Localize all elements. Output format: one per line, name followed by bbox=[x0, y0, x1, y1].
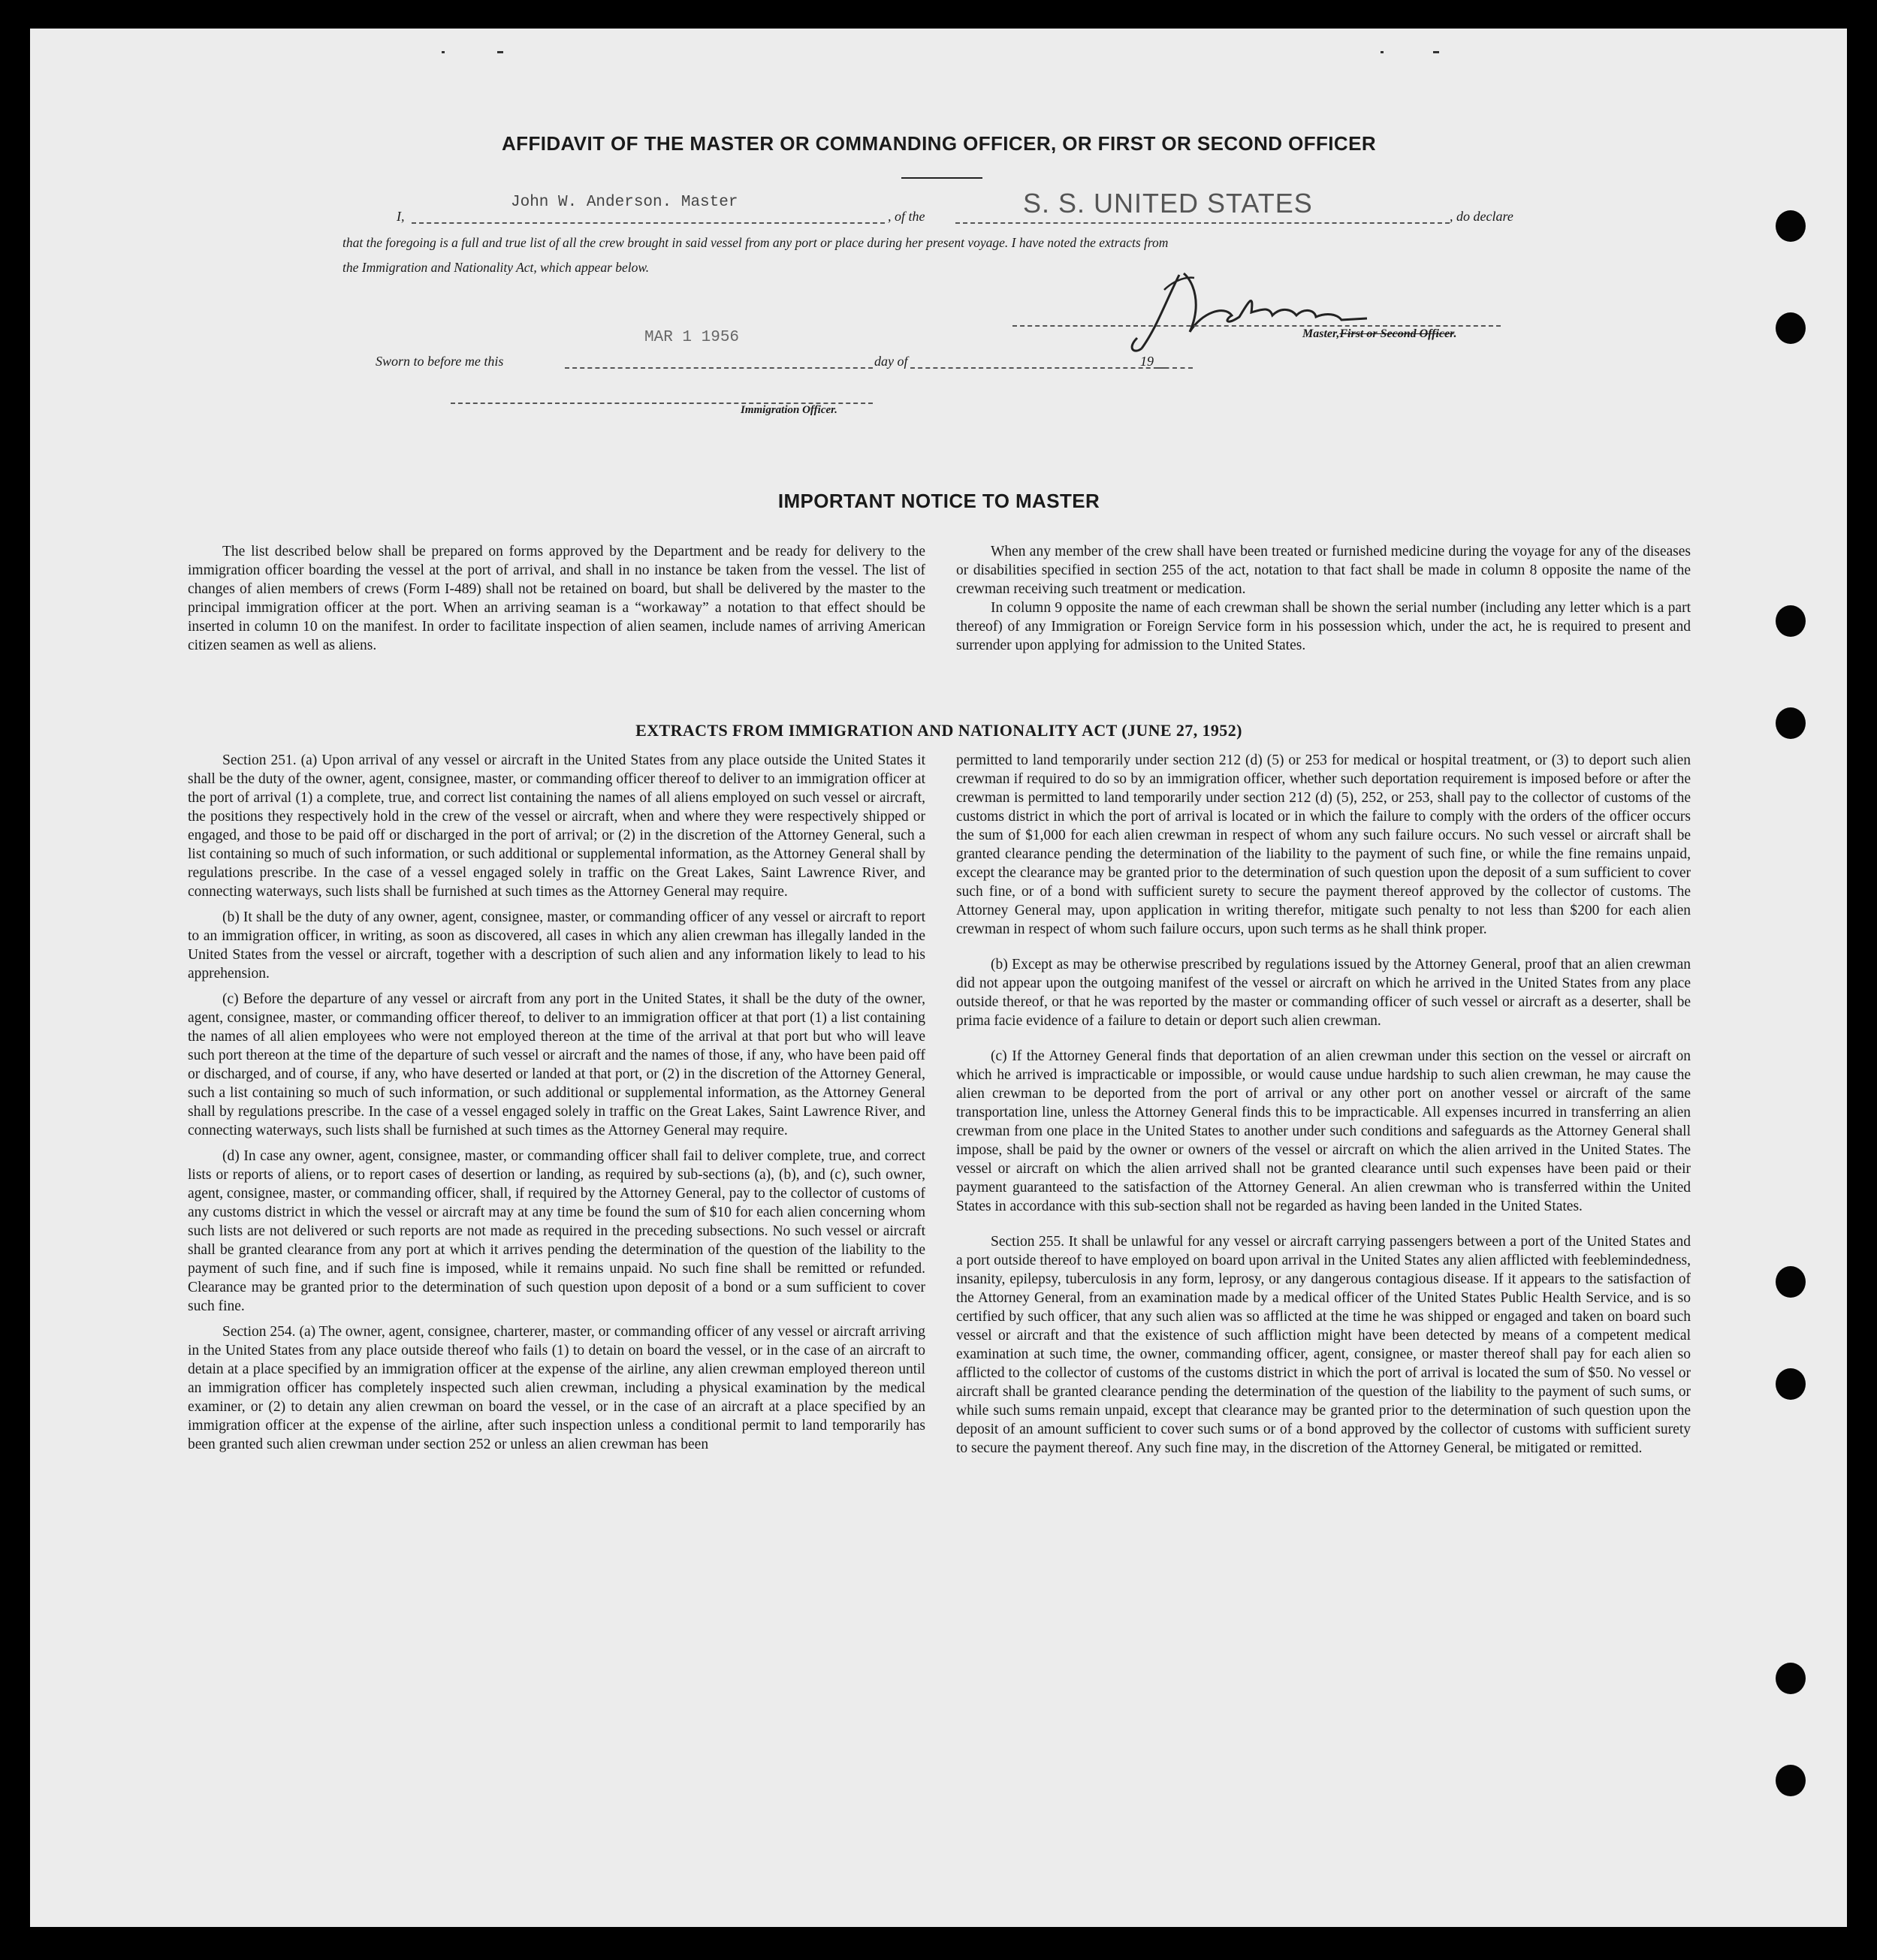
binder-hole bbox=[1776, 1765, 1806, 1796]
extract-paragraph: (b) Except as may be otherwise prescribed by regulations issued by the Attorney General, proof that an alien crewman did not appear upon the outgoing manifest of the vessel or aircraft on which he arrived in the United States from any place outside thereof, or that he was reported by the master or commanding officer of such vessel or aircraft as a deserter, shall be prima facie evidence of a failure to detain or deport such alien crewman. bbox=[956, 957, 1691, 1029]
binder-hole bbox=[1776, 210, 1806, 242]
extract-paragraph: Section 255. It shall be unlawful for any vessel or aircraft carrying passengers between a port of the United States and a port outside thereof to have employed on board upon arrival in the United States any alien afflicted with feeblemindedness, insanity, epilepsy, tuberculosis in any form, leprosy, or any dangerous contagious disease. If it appears to the satisfaction of the Attorney General, from an examination made by a medical officer of the United States Public Health Service, and is so certified by such officer, that any such alien was so afflicted at the time he was shipped or engaged and taken on board such vessel or aircraft and that the existence of such affliction might have been detected by means of a competent medical examination at such time, the owner, commanding officer, agent, consignee, or master thereof shall pay for each alien so afflicted to the collector of customs of the customs district in which the port of arrival is located the sum of $50. No vessel or aircraft shall be granted clearance pending the determination of the question of the liability to the payment of such sums, or while such sums remain unpaid, except that clearance may be granted prior to the determination of such question upon the deposit of an amount sufficient to cover such sums or of a bond approved by the collector of customs with sufficient surety to secure the payment thereof. Any such fine may, in the discretion of the Attorney General, be mitigated or remitted. bbox=[956, 1234, 1691, 1456]
notice-paragraph: In column 9 opposite the name of each crewman shall be shown the serial number (including any letter which is a part thereof) of any Immigration or Foreign Service form in his possession which, under the act, he is required to present and surrender upon applying for admission to the United States. bbox=[956, 600, 1691, 653]
master-signature bbox=[1112, 260, 1382, 357]
notice-right-column bbox=[956, 542, 1691, 662]
sworn-label: Sworn to before me this bbox=[376, 354, 504, 369]
date-stamp: MAR 1 1956 bbox=[644, 329, 740, 346]
extracts-left-column bbox=[188, 751, 925, 1461]
extract-paragraph: Section 254. (a) The owner, agent, consignee, charterer, master, or commanding officer of any vessel or aircraft arriving in the United States from any place outside thereof who fails (1) to detain on board the vessel, or in the case of an aircraft to detain at a place specified by an immigration officer at the expense of the airline, any alien crewman employed thereon until an immigration officer has completely inspected such alien crewman, including a physical examination by the medical examiner, or (2) to detain any alien crewman on board the vessel, or in the case of an aircraft at a place specified by an immigration officer at the expense of the airline, after such inspection unless a conditional permit to land temporarily has been granted such alien crewman under section 252 or unless an alien crewman has been bbox=[188, 1324, 925, 1452]
signature-line bbox=[1012, 325, 1501, 327]
extract-paragraph: (b) It shall be the duty of any owner, agent, consignee, master, or commanding officer of any vessel or aircraft to report to an immigration officer, in writing, as soon as discovered, all cases in which any alien crewman has illegally landed in the United States from the vessel or aircraft, together with a description of such alien and any information likely to lead to his apprehension. bbox=[188, 909, 925, 982]
signer-title-end: . bbox=[1453, 327, 1457, 340]
name-line bbox=[412, 222, 885, 224]
sworn-day-line bbox=[565, 367, 873, 369]
declaration-line-1: that the foregoing is a full and true list of all the crew brought in said vessel from any port or place during her present voyage. I have noted the extracts from bbox=[343, 235, 1169, 250]
i-label: I, bbox=[397, 209, 405, 224]
notice-left-column bbox=[188, 542, 925, 662]
binder-hole bbox=[1776, 707, 1806, 739]
extracts-right-column bbox=[956, 751, 1691, 1464]
signer-title-struck: First or Second Officer bbox=[1339, 327, 1454, 340]
extract-paragraph: permitted to land temporarily under section 212 (d) (5) or 253 for medical or hospital treatment, or (3) to deport such alien crewman if required to do so by an immigration officer, whether such deportation requirement is imposed before or after the crewman is permitted to land temporarily under section 212 (d) (5), 252, or 253, shall pay to the collector of customs of the customs district in which the port of arrival is located or in which the failure to comply with the orders of the officer occurs the sum of $1,000 for each alien crewman in respect of whom any such failure occurs. No such vessel or aircraft shall be granted clearance pending the determination of the liability to the payment of such fine, or while the fine remains unpaid, except the clearance may be granted prior to the determination of such question upon the deposit of a sum sufficient to cover such fine, or of a bond with sufficient surety to secure the payment thereof approved by the collector of customs. The Attorney General may, upon application in writing therefor, mitigate such penalty to not less than $200 for each alien crewman in respect of whom such failure occurs, upon such terms as he shall think proper. bbox=[956, 752, 1691, 937]
extract-paragraph: (c) If the Attorney General finds that deportation of an alien crewman under this section on the vessel or aircraft on which he arrived is impracticable or impossible, or would cause undue hardship to such alien crewman, he may cause the alien crewman to be deported from the port of arrival or any other port on another vessel or aircraft of the same transportation line, unless the Attorney General finds this to be impracticable. All expenses incurred in transferring an alien crewman from one place in the United States to another under such conditions and safeguards as the Attorney General shall impose, shall be paid by the owner or owners of the vessel or aircraft on which the alien arrived in the United States. The vessel or aircraft on which the alien arrived shall not be granted clearance until such expenses have been paid or their payment guaranteed to the satisfaction of the Attorney General. An alien crewman who is transferred within the United States in accordance with this sub-section shall not be regarded as having been landed in the United States. bbox=[956, 1048, 1691, 1214]
speck bbox=[1381, 51, 1384, 53]
speck bbox=[497, 51, 503, 53]
master-name: John W. Anderson. Master bbox=[511, 194, 738, 211]
extract-paragraph: Section 251. (a) Upon arrival of any vessel or aircraft in the United States from any place outside the United States it shall be the duty of the owner, agent, consignee, master, or commanding officer thereof to deliver to an immigration officer at the port of arrival (1) a complete, true, and correct list containing the names of all aliens employed on such vessel or aircraft, the positions they respectively hold in the crew of the vessel or aircraft, when and where they were respectively shipped or engaged, and those to be paid off or discharged in the port of arrival; or (2) in the discretion of the Attorney General, such a list containing so much of such information, or such additional or supplemental information, as the Attorney General shall by regulations prescribe. In the case of a vessel engaged solely in traffic on the Great Lakes, Saint Lawrence River, and connecting waterways, such lists shall be furnished at such times as the Attorney General may require. bbox=[188, 752, 925, 900]
do-declare-label: , do declare bbox=[1450, 209, 1513, 224]
affidavit-title: AFFIDAVIT OF THE MASTER OR COMMANDING OFFICER, OR FIRST OR SECOND OFFICER bbox=[501, 132, 1377, 155]
notice-title: IMPORTANT NOTICE TO MASTER bbox=[777, 490, 1100, 512]
extract-paragraph: (d) In case any owner, agent, consignee, master, or commanding officer shall fail to deliver complete, true, and correct lists or reports of aliens, or to report cases of desertion or landing, as required by sub-sections (a), (b), and (c), such owner, agent, consignee, master, or commanding officer, shall, if required by the Attorney General, pay to the collector of customs of any customs district in which the vessel or aircraft may at any time be found the sum of $10 for each alien concerning whom such lists are not delivered or such reports are not made as required in the preceding subsections. No such vessel or aircraft shall be granted clearance from any port at which it arrives pending the determination of the question of the liability to the payment of such fine, and if such fine is imposed, while it remains unpaid. No such fine shall be remitted or refunded. Clearance may be granted prior to the determination of such question upon deposit of a bond or a sum sufficient to cover such fine. bbox=[188, 1148, 925, 1314]
extract-paragraph: (c) Before the departure of any vessel or aircraft from any port in the United States, it shall be the duty of the owner, agent, consignee, master, or commanding officer thereof, to deliver to an immigration officer at that port (1) a list containing the names of all alien employees who were not employed thereon at the time of the arrival at that port but who will leave such port thereon at the time of the departure of such vessel or aircraft and the names of those, if any, who have been paid off or discharged, and of course, if any, who have deserted or landed at that port, or (2) in the discretion of the Attorney General, such a list containing so much of such information, or such additional or supplemental information, as the Attorney General shall by regulations prescribe. In the case of a vessel engaged solely in traffic on the Great Lakes, Saint Lawrence River, and connecting waterways, such lists shall be furnished at such times as the Attorney General may require. bbox=[188, 991, 925, 1138]
document-page bbox=[30, 29, 1847, 1927]
declaration-line-2: the Immigration and Nationality Act, which appear below. bbox=[343, 260, 650, 275]
binder-hole bbox=[1776, 1266, 1806, 1298]
signer-title bbox=[1302, 327, 1457, 341]
extracts-title: EXTRACTS FROM IMMIGRATION AND NATIONALITY ACT (JUNE 27, 1952) bbox=[635, 721, 1242, 740]
speck bbox=[442, 51, 445, 53]
signer-title-master: Master, bbox=[1302, 327, 1340, 340]
sworn-month-line bbox=[910, 367, 1166, 369]
of-the-label: , of the bbox=[888, 209, 925, 224]
speck bbox=[1433, 51, 1439, 53]
year-line bbox=[1157, 367, 1193, 369]
binder-hole bbox=[1776, 312, 1806, 344]
title-underline bbox=[901, 177, 982, 179]
day-of-label: day of bbox=[874, 354, 908, 369]
binder-hole bbox=[1776, 605, 1806, 637]
year-label: 19 bbox=[1140, 354, 1154, 369]
binder-hole bbox=[1776, 1663, 1806, 1694]
vessel-line bbox=[955, 222, 1450, 224]
officer-label: Immigration Officer. bbox=[741, 404, 837, 416]
binder-hole bbox=[1776, 1368, 1806, 1400]
notice-paragraph: The list described below shall be prepared on forms approved by the Department and be ready for delivery to the immigration officer boarding the vessel at the port of arrival, and shall in no instance be taken from the vessel. The list of changes of alien members of crews (Form I-489) shall not be retained on board, but shall be delivered by the master to the principal immigration officer at the port. When an arriving seaman is a “workaway” a notation to that effect should be inserted in column 10 on the manifest. In order to facilitate inspection of alien seamen, include names of arriving American citizen seamen as well as aliens. bbox=[188, 544, 925, 653]
vessel-stamp: S. S. UNITED STATES bbox=[1023, 188, 1313, 219]
notice-paragraph: When any member of the crew shall have been treated or furnished medicine during the voyage for any of the diseases or disabilities specified in section 255 of the act, notation to that fact shall be made in column 8 opposite the name of the crewman receiving such treatment or medication. bbox=[956, 544, 1691, 597]
